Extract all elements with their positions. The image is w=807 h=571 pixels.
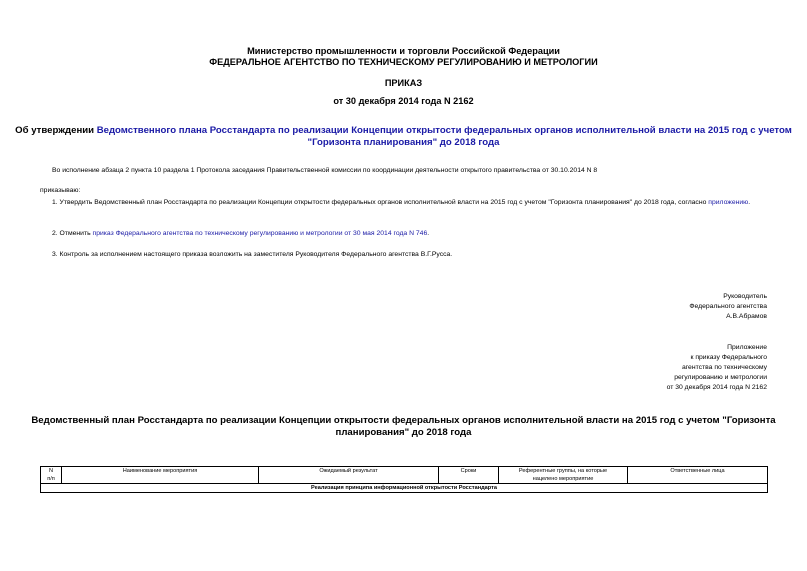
col-groups-line1: Референтные группы, на которые: [518, 468, 608, 474]
cancelled-order-link[interactable]: приказ Федерального агентства по техническому регулированию и метрологии от 30 мая 2014 года N 746: [92, 230, 428, 237]
appendix-note-line2: к приказу Федерального: [690, 354, 767, 361]
col-result-header: Ожидаемый результат: [259, 467, 439, 484]
table-header-row: [41, 467, 768, 484]
appendix-note: [667, 343, 767, 393]
signature-name: А.В.Абрамов: [726, 313, 767, 320]
item-1-text: 1. Утвердить Ведомственный план Росстандарта по реализации Концепции открытости федеральных органов исполнительной власти на 2015 год с учетом "Горизонта планирования" до 2018 года, согласно: [52, 199, 707, 206]
plan-title-line1: Ведомственный план Росстандарта по реализации Концепции открытости федеральных органов исполнительной власти на 2015 год с учетом "Горизонта: [31, 415, 776, 426]
col-number-line1: N: [48, 468, 54, 474]
table-section-row: [41, 484, 768, 493]
doc-type: ПРИКАЗ: [384, 78, 423, 88]
item-2: [52, 229, 768, 239]
col-terms-header: Сроки: [439, 467, 499, 484]
plan-link-line1[interactable]: Ведомственного плана Росстандарта по реализации Концепции открытости федеральных органов исполнительной власти на 2015 год с учетом: [96, 125, 792, 136]
doc-title-second-line: [0, 137, 807, 149]
plan-table: [40, 466, 768, 493]
item-3: 3. Контроль за исполнением настоящего приказа возложить на заместителя Руководителя Федерального агентства В.Г.Русса.: [52, 251, 453, 258]
item-2-prefix: 2. Отменить: [52, 230, 93, 237]
appendix-link[interactable]: приложению: [708, 199, 749, 206]
col-number-line2: п/п: [47, 476, 55, 482]
order-word: приказываю:: [40, 187, 81, 194]
doc-title: [0, 125, 807, 137]
preamble: Во исполнение абзаца 2 пункта 10 раздела 1 Протокола заседания Правительственной комиссии по координации деятельности открытого правительства от 30.10.2014 N 8: [52, 167, 598, 174]
col-responsible-header: Ответственные лица: [628, 467, 768, 484]
col-name-header: Наименование мероприятия: [62, 467, 259, 484]
item-1: [40, 198, 768, 208]
item-1-end: .: [748, 199, 751, 206]
signature-block: [689, 292, 767, 322]
doc-date: от 30 декабря 2014 года N 2162: [333, 96, 474, 106]
item-2-end: .: [427, 230, 430, 237]
section-title: Реализация принципа информационной открытости Росстандарта: [41, 484, 768, 493]
appendix-note-line3: агентства по техническому: [681, 364, 767, 371]
appendix-note-line1: Приложение: [727, 344, 767, 351]
plan-title-line2: планирования" до 2018 года: [335, 427, 472, 438]
col-groups-line2: нацелено мероприятие: [532, 476, 594, 482]
signature-position: Руководитель: [723, 293, 767, 300]
col-groups-header: [499, 467, 628, 484]
appendix-note-line4: регулированию и метрологии: [674, 374, 767, 381]
col-number-header: [41, 467, 62, 484]
appendix-note-line5: от 30 декабря 2014 года N 2162: [666, 384, 767, 391]
ministry-name: Министерство промышленности и торговли Российской Федерации: [247, 46, 560, 56]
agency-name: ФЕДЕРАЛЬНОЕ АГЕНТСТВО ПО ТЕХНИЧЕСКОМУ РЕГУЛИРОВАНИЮ И МЕТРОЛОГИИ: [209, 57, 598, 67]
plan-link-line2[interactable]: "Горизонта планирования" до 2018 года: [307, 137, 500, 148]
doc-title-prefix: Об утверждении: [15, 125, 97, 136]
signature-organization: Федерального агентства: [689, 303, 767, 310]
